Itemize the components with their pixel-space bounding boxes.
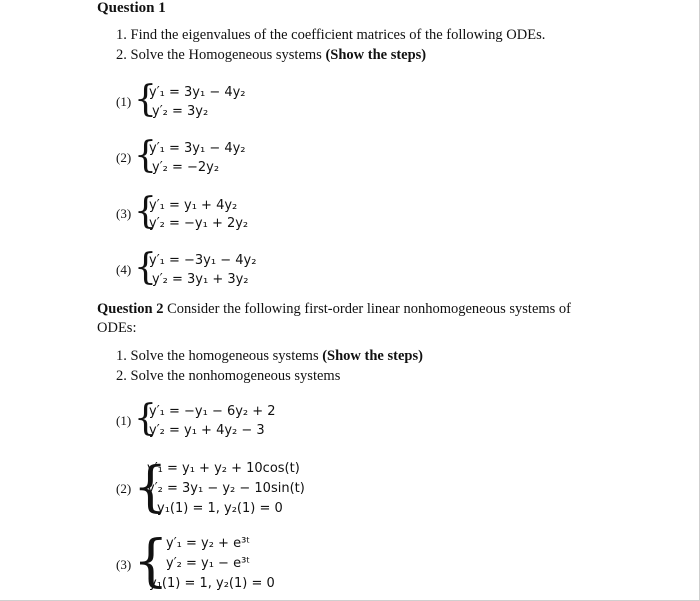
q2-system-2-line-3: y₁(1) = 1, y₂(1) = 0 [157, 501, 283, 516]
q2-item-1-bold: (Show the steps) [322, 348, 423, 364]
q1-item-2-number: 2. [116, 47, 127, 63]
q2-system-3-brace: { [133, 529, 169, 594]
q2-system-1-line-1: y′₁ = −y₁ − 6y₂ + 2 [149, 404, 276, 419]
q1-item-2-text: Solve the Homogeneous systems [130, 47, 326, 63]
q1-system-3-brace: { [134, 191, 157, 232]
question-2-title: Question 2 [97, 301, 164, 317]
q2-system-3-label: (3) [116, 557, 132, 572]
q1-system-4-line-2: y′₂ = 3y₁ + 3y₂ [152, 272, 249, 287]
q2-item-2-text: Solve the nonhomogeneous systems [130, 368, 341, 384]
q1-item-1-text: Find the eigenvalues of the coefficient matrices of the following ODEs. [130, 27, 546, 43]
q1-system-3-line-2: y′₂ = −y₁ + 2y₂ [149, 216, 249, 231]
q1-item-1 [116, 27, 545, 44]
q1-system-1-brace: { [134, 79, 157, 120]
q1-system-2-brace: { [134, 135, 157, 176]
q2-system-1-brace: { [134, 398, 157, 439]
q1-system-3-label: (3) [116, 206, 132, 221]
q2-item-1 [116, 348, 423, 365]
q1-system-4-brace: { [134, 247, 157, 288]
q2-system-3-line-1: y′₁ = y₂ + e³ᵗ [166, 536, 251, 551]
q1-item-2 [116, 47, 426, 64]
q2-item-1-number: 1. [116, 348, 127, 364]
q2-system-2-line-2: y′₂ = 3y₁ − y₂ − 10sin(t) [147, 481, 305, 496]
question-1-title: Question 1 [97, 0, 166, 16]
q2-system-3-line-3: y₁(1) = 1, y₂(1) = 0 [149, 576, 275, 591]
q2-system-2-line-1: y′₁ = y₁ + y₂ + 10cos(t) [147, 461, 300, 476]
q1-system-1-label: (1) [116, 94, 132, 109]
q1-system-2-line-1: y′₁ = 3y₁ − 4y₂ [149, 141, 246, 156]
q2-item-1-text: Solve the homogeneous systems [130, 348, 323, 364]
q2-item-2-number: 2. [116, 368, 127, 384]
q1-system-1-line-1: y′₁ = 3y₁ − 4y₂ [149, 85, 246, 100]
q2-system-2-brace: { [133, 455, 168, 518]
q2-item-2 [116, 368, 340, 385]
q1-system-2-line-2: y′₂ = −2y₂ [152, 160, 220, 175]
q1-system-4-label: (4) [116, 262, 132, 277]
question-2-intro [97, 300, 571, 338]
q2-system-1-line-2: y′₂ = y₁ + 4y₂ − 3 [149, 423, 265, 438]
q1-item-1-number: 1. [116, 27, 127, 43]
question-2-intro-line-2: ODEs: [97, 320, 137, 336]
question-2-intro-line-1: Consider the following first-order linear nonhomogeneous systems of [167, 301, 572, 317]
q1-system-4-line-1: y′₁ = −3y₁ − 4y₂ [149, 253, 257, 268]
q1-system-3-line-1: y′₁ = y₁ + 4y₂ [149, 198, 238, 213]
q2-system-2-label: (2) [116, 481, 132, 496]
q1-system-2-label: (2) [116, 150, 132, 165]
q1-item-2-bold: (Show the steps) [325, 47, 427, 63]
q2-system-1-label: (1) [116, 413, 132, 428]
q2-system-3-line-2: y′₂ = y₁ − e³ᵗ [166, 556, 251, 571]
q1-system-1-line-2: y′₂ = 3y₂ [152, 104, 209, 119]
